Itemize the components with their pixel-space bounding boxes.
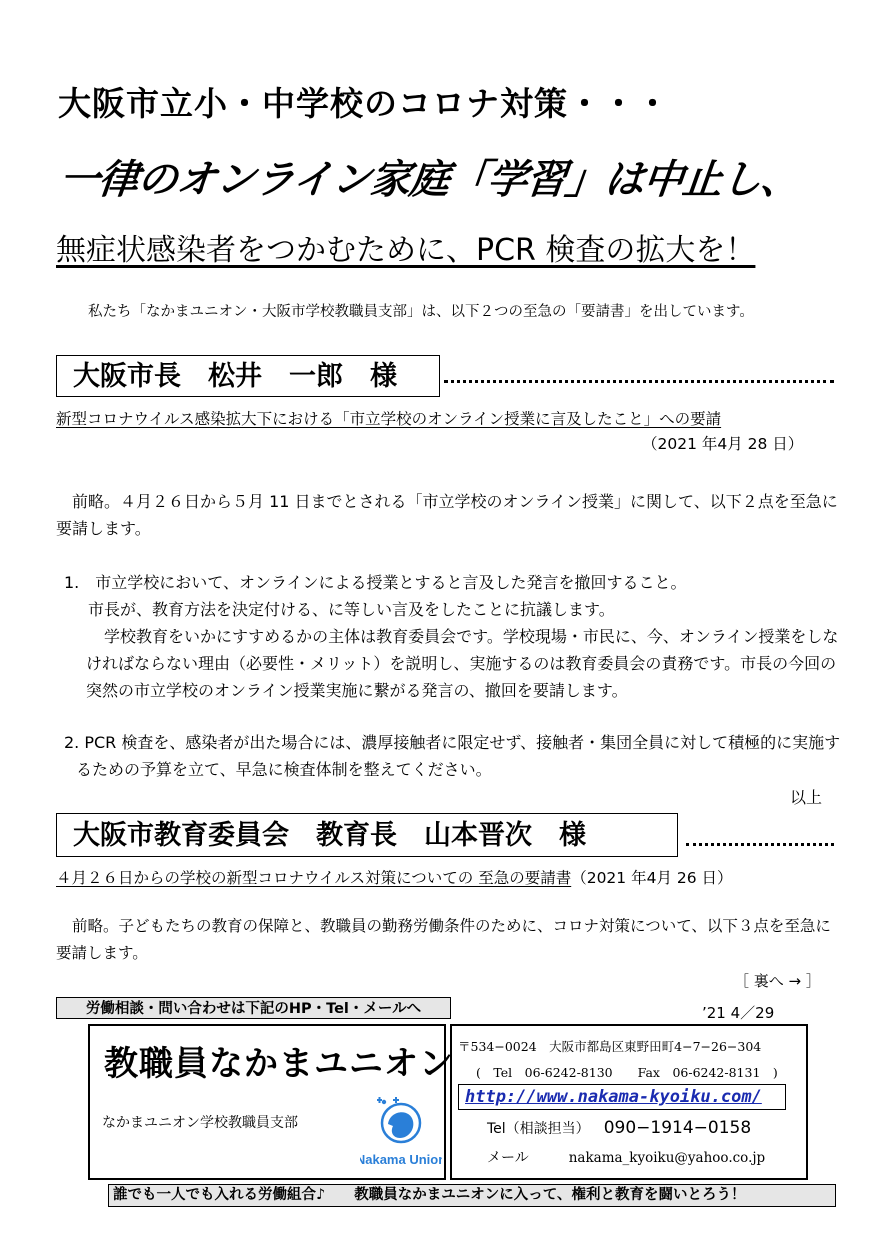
request2-date: （2021 年4月 26 日） — [571, 869, 733, 887]
intro-text: 私たち「なかまユニオン・大阪市学校教職員支部」は、以下２つの至急の「要請書」を出しています。 — [88, 304, 754, 320]
item1-detail: 学校教育をいかにすすめるかの主体は教育委員会です。学校現場・市民に、今、オンライン授業をしなければならない理由（必要性・メリット）を説明し、実施するのは教育委員会の責務です。市長の今回の突然の市立学校のオンライン授業実施に繋がる発言の、撤回を要請します。 — [86, 627, 839, 700]
request1-item2: 2. PCR 検査を、感染者が出た場合には、濃厚接触者に限定せず、接触者・集団全員に対して積極的に実施するための予算を立て、早急に検査体制を整えてください。 — [64, 733, 841, 779]
consult-tel — [487, 1118, 751, 1138]
mail-line — [487, 1147, 765, 1167]
addressee-superintendent: 大阪市教育委員会 教育長 山本晋次 様 — [56, 813, 678, 857]
logo-icon — [360, 1094, 442, 1168]
mail-address[interactable]: nakama_kyoiku@yahoo.co.jp — [568, 1150, 766, 1166]
logo-text: Nakama Union — [360, 1152, 442, 1167]
website-link[interactable]: http://www.nakama-kyoiku.com/ — [458, 1084, 786, 1110]
dotted-leader — [444, 380, 834, 383]
request2-preamble: 前略。子どもたちの教育の保障と、教職員の勤務労働条件のために、コロナ対策について、以下３点を至急に要請します。 — [56, 917, 831, 962]
consult-label: Tel（相談担当） — [487, 1121, 590, 1137]
item1-heading: 1. 市立学校において、オンラインによる授業とすると言及した発言を撤回すること。 — [64, 573, 687, 592]
headline: 大阪市立小・中学校のコロナ対策・・・ — [58, 84, 670, 123]
request1-subject: 新型コロナウイルス感染拡大下における「市立学校のオンライン授業に言及したこと」への要請 — [56, 410, 722, 428]
continued-note: ［ 裏へ → ］ — [734, 972, 821, 990]
mail-label: メール — [487, 1150, 529, 1166]
sub-headline: 無症状感染者をつかむために、PCR 検査の拡大を！ — [56, 233, 756, 268]
tel-fax: ( Tel 06-6242-8130 Fax 06-6242-8131 ) — [476, 1065, 778, 1080]
request1-date: （2021 年4月 28 日） — [642, 435, 804, 453]
address: 〒534−0024 大阪市都島区東野田町4−7−26−304 — [458, 1039, 762, 1054]
request1-preamble: 前略。４月２６日から５月 11 日までとされる「市立学校のオンライン授業」に関して、以下２点を至急に要請します。 — [56, 492, 838, 538]
addressee-mayor: 大阪市長 松井 一郎 様 — [56, 355, 440, 397]
closing-mark: 以上 — [790, 788, 823, 807]
contact-label: 労働相談・問い合わせは下記のHP・Tel・メールへ — [56, 997, 451, 1019]
issue-date: ’21 4／29 — [702, 1004, 775, 1022]
main-headline: 一律のオンライン家庭「学習」は中止し、 — [57, 157, 802, 203]
request2-subject — [56, 866, 733, 888]
request1-item1 — [64, 569, 844, 704]
consult-number[interactable]: 090−1914−0158 — [603, 1118, 752, 1138]
item1-protest: 市長が、教育方法を決定付ける、に等しい言及をしたことに抗議します。 — [88, 600, 615, 619]
union-logo — [360, 1094, 442, 1168]
request2-subject-text: ４月２６日からの学校の新型コロナウイルス対策についての 至急の要請書 — [56, 869, 572, 887]
union-name: 教職員なかまユニオン — [104, 1044, 454, 1084]
footer-banner: 誰でも一人でも入れる労働組合♪ 教職員なかまユニオンに入って、権利と教育を闘いとろう！ — [108, 1184, 836, 1207]
union-branch: なかまユニオン学校教職員支部 — [102, 1115, 298, 1131]
dotted-leader-2 — [686, 843, 834, 846]
